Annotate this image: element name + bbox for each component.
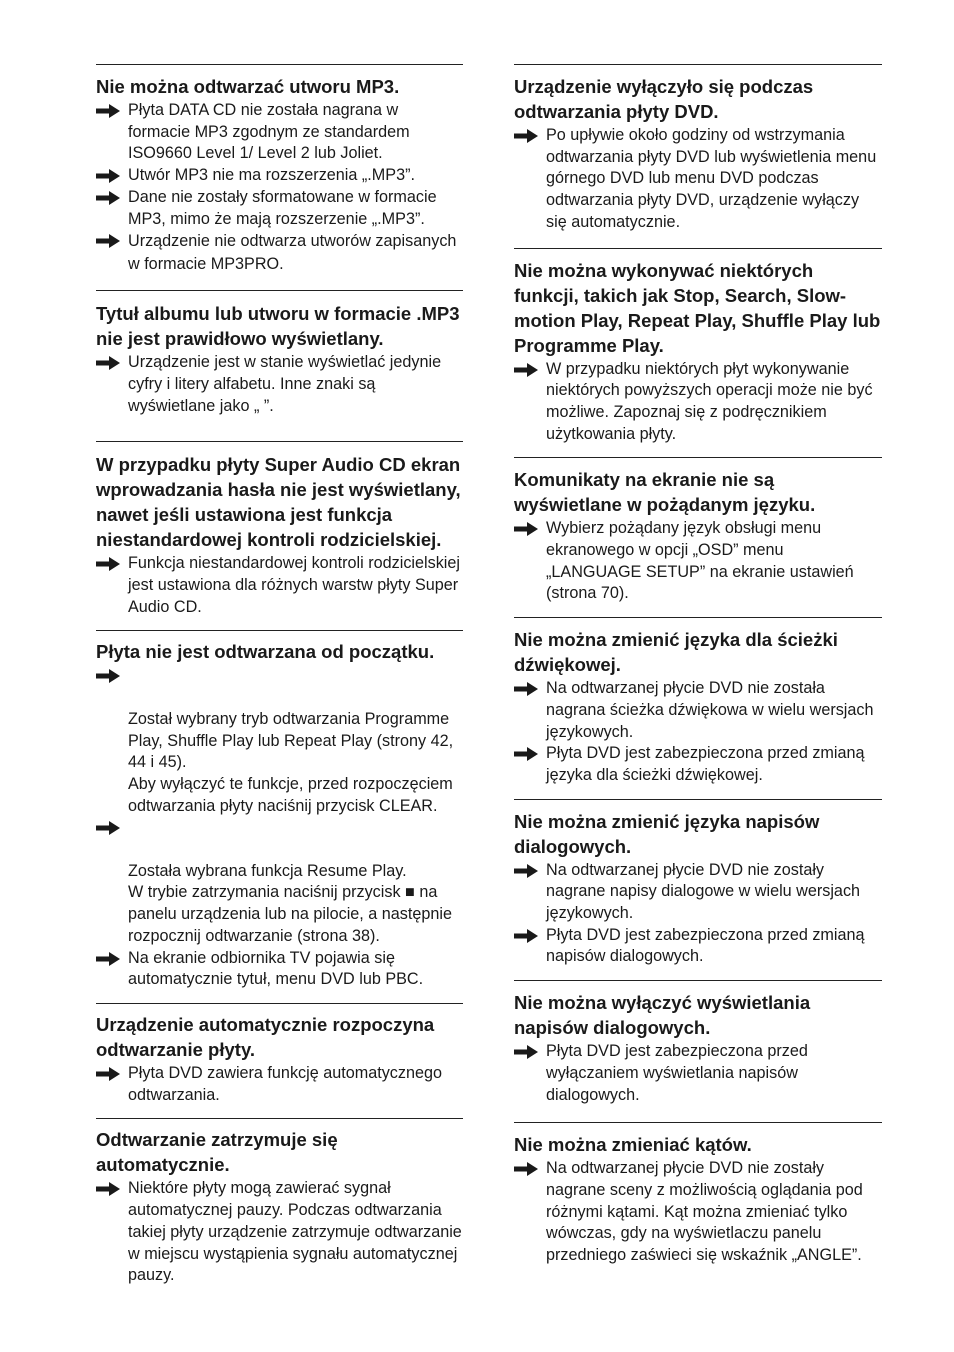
arrow-right-icon [96,104,120,118]
troubleshoot-section [514,617,882,799]
section-heading: Nie można wykonywać niektórych funkcji, takich jak Stop, Search, Slow-motion Play, Repeat Play, Shuffle Play lub Programme Play. [514,259,881,356]
arrow-right-icon [514,1045,538,1059]
list-item [514,359,882,446]
section-heading: Nie można zmienić języka dla ścieżki dźwiękowej. [514,629,838,676]
arrow-right-icon [96,821,120,835]
list-item [96,1063,463,1106]
troubleshoot-section [514,457,882,617]
troubleshoot-section [96,1003,463,1118]
troubleshoot-section [514,799,882,981]
list-item [96,100,463,165]
item-text: Funkcja niestandardowej kontroli rodzicielskiej jest ustawiona dla różnych warstw płyty Super Audio CD. [128,554,461,616]
section-heading: Płyta nie jest odtwarzana od początku. [96,641,435,663]
list-item [96,187,463,230]
arrow-right-icon [514,682,538,696]
list-item [96,230,463,276]
section-heading: Urządzenie wyłączyło się podczas odtwarzania płyty DVD. [514,76,814,122]
section-heading: Odtwarzanie zatrzymuje się automatycznie. [96,1129,338,1176]
arrow-right-icon [514,129,538,143]
troubleshoot-section [514,248,882,458]
list-item [514,925,882,968]
arrow-right-icon [96,557,120,571]
item-text: Po upływie około godziny od wstrzymania odtwarzania płyty DVD lub wyświetlenia menu górnego DVD lub menu DVD podczas odtwarzania płyty DVD, urządzenie wyłączy się automatycznie. [546,126,877,231]
item-text: Płyta DVD zawiera funkcję automatycznego odtwarzania. [128,1063,443,1104]
arrow-right-icon [96,669,120,683]
arrow-right-icon [514,522,538,536]
item-text: Urządzenie jest w stanie wyświetlać jedynie cyfry i litery alfabetu. Inne znaki są wyświetlane jako „ ”. [128,353,442,415]
list-item [514,1041,882,1106]
troubleshoot-section [514,64,882,248]
item-text: Na odtwarzanej płycie DVD nie zostały nagrane sceny z możliwością oglądania pod różnymi kątami. Kąt można zmieniać tylko wówczas, gdy na wyświetlaczu panelu przedniego zaświeci się wskaźnik „ANGLE”. [546,1159,863,1265]
item-text: Niektóre płyty mogą zawierać sygnał automatycznej pauzy. Podczas odtwarzania takiej płyty urządzenie zatrzymuje odtwarzanie w miejscu wystąpienia sygnału automatycznej pauzy. [128,1179,462,1285]
troubleshoot-section [96,630,463,1003]
arrow-right-icon [96,1182,120,1196]
item-text: Dane nie zostały sformatowane w formacie MP3, mimo że mają rozszerzenie „.MP3”. [128,187,437,228]
list-item [514,1158,882,1267]
item-text: Została wybrana funkcja Resume Play. W trybie zatrzymania naciśnij przycisk ■ na panelu urządzenia lub na pilocie, a następnie rozpocznij odtwarzanie (strona 38). [128,861,452,945]
list-item [96,553,463,618]
troubleshoot-section [96,290,463,441]
item-text: Utwór MP3 nie ma rozszerzenia „.MP3”. [128,166,415,185]
list-item [514,125,882,234]
item-text: Na ekranie odbiornika TV pojawia się automatycznie tytuł, menu DVD lub PBC. [128,948,424,989]
item-text: Urządzenie nie odtwarza utworów zapisanych w formacie MP3PRO. [128,232,457,274]
arrow-right-icon [514,1162,538,1176]
list-item [96,817,463,947]
troubleshoot-section [514,1122,882,1267]
section-heading: W przypadku płyty Super Audio CD ekran wprowadzania hasła nie jest wyświetlany, nawet jeśli ustawiona jest funkcja niestandardowej kontroli rodzicielskiej. [96,454,461,551]
list-item [96,1178,463,1287]
list-item [96,948,463,991]
section-heading: Tytuł albumu lub utworu w formacie .MP3 nie jest prawidłowo wyświetlany. [96,303,460,350]
troubleshoot-section [96,1118,463,1287]
item-text: Płyta DATA CD nie została nagrana w formacie MP3 zgodnym ze standardem ISO9660 Level 1/ Level 2 lub Joliet. [128,101,410,163]
list-item [96,665,463,817]
troubleshoot-section [514,980,882,1122]
list-item [96,352,463,417]
item-text: Na odtwarzanej płycie DVD nie zostały nagrane napisy dialogowe w wielu wersjach językowych. [546,860,861,923]
section-heading: Komunikaty na ekranie nie są wyświetlane w pożądanym języku. [514,469,816,516]
item-text: Został wybrany tryb odtwarzania Programme Play, Shuffle Play lub Repeat Play (strony 42, 44 i 45). Aby wyłączyć te funkcje, przed rozpoczęciem odtwarzania płyty naciśnij przycisk CLEAR. [128,709,454,815]
troubleshoot-section [96,64,463,290]
section-heading: Nie można zmienić języka napisów dialogowych. [514,810,820,857]
item-text: Wybierz pożądany język obsługi menu ekranowego w opcji „OSD” menu „LANGUAGE SETUP” na ekranie ustawień (strona 70). [546,519,854,603]
left-column [96,64,463,1287]
section-heading: Nie można odtwarzać utworu MP3. [96,76,400,97]
arrow-right-icon [96,1067,120,1081]
section-heading: Nie można zmieniać kątów. [514,1134,752,1156]
arrow-right-icon [514,747,538,761]
item-text: Płyta DVD jest zabezpieczona przed zmianą napisów dialogowych. [546,925,865,966]
section-heading: Urządzenie automatycznie rozpoczyna odtwarzanie płyty. [96,1013,435,1060]
list-item [514,678,882,743]
item-text: W przypadku niektórych płyt wykonywanie niektórych powyższych operacji może nie być możliwe. Zapoznaj się z podręcznikiem użytkowania płyty. [546,359,873,443]
section-heading: Nie można wyłączyć wyświetlania napisów dialogowych. [514,992,811,1039]
arrow-right-icon [96,234,120,248]
troubleshoot-section [96,441,463,630]
arrow-right-icon [96,952,120,966]
arrow-right-icon [514,929,538,943]
arrow-right-icon [514,363,538,377]
item-text: Na odtwarzanej płycie DVD nie została nagrana ścieżka dźwiękowa w wielu wersjach językowych. [546,679,874,741]
arrow-right-icon [96,191,120,205]
list-item [96,165,463,187]
arrow-right-icon [96,356,120,370]
right-column [514,64,882,1267]
list-item [514,743,882,786]
arrow-right-icon [96,169,120,183]
item-text: Płyta DVD jest zabezpieczona przed wyłączaniem wyświetlania napisów dialogowych. [546,1042,808,1104]
item-text: Płyta DVD jest zabezpieczona przed zmianą języka dla ścieżki dźwiękowej. [546,744,865,784]
arrow-right-icon [514,864,538,878]
list-item [514,518,882,605]
list-item [514,860,882,925]
